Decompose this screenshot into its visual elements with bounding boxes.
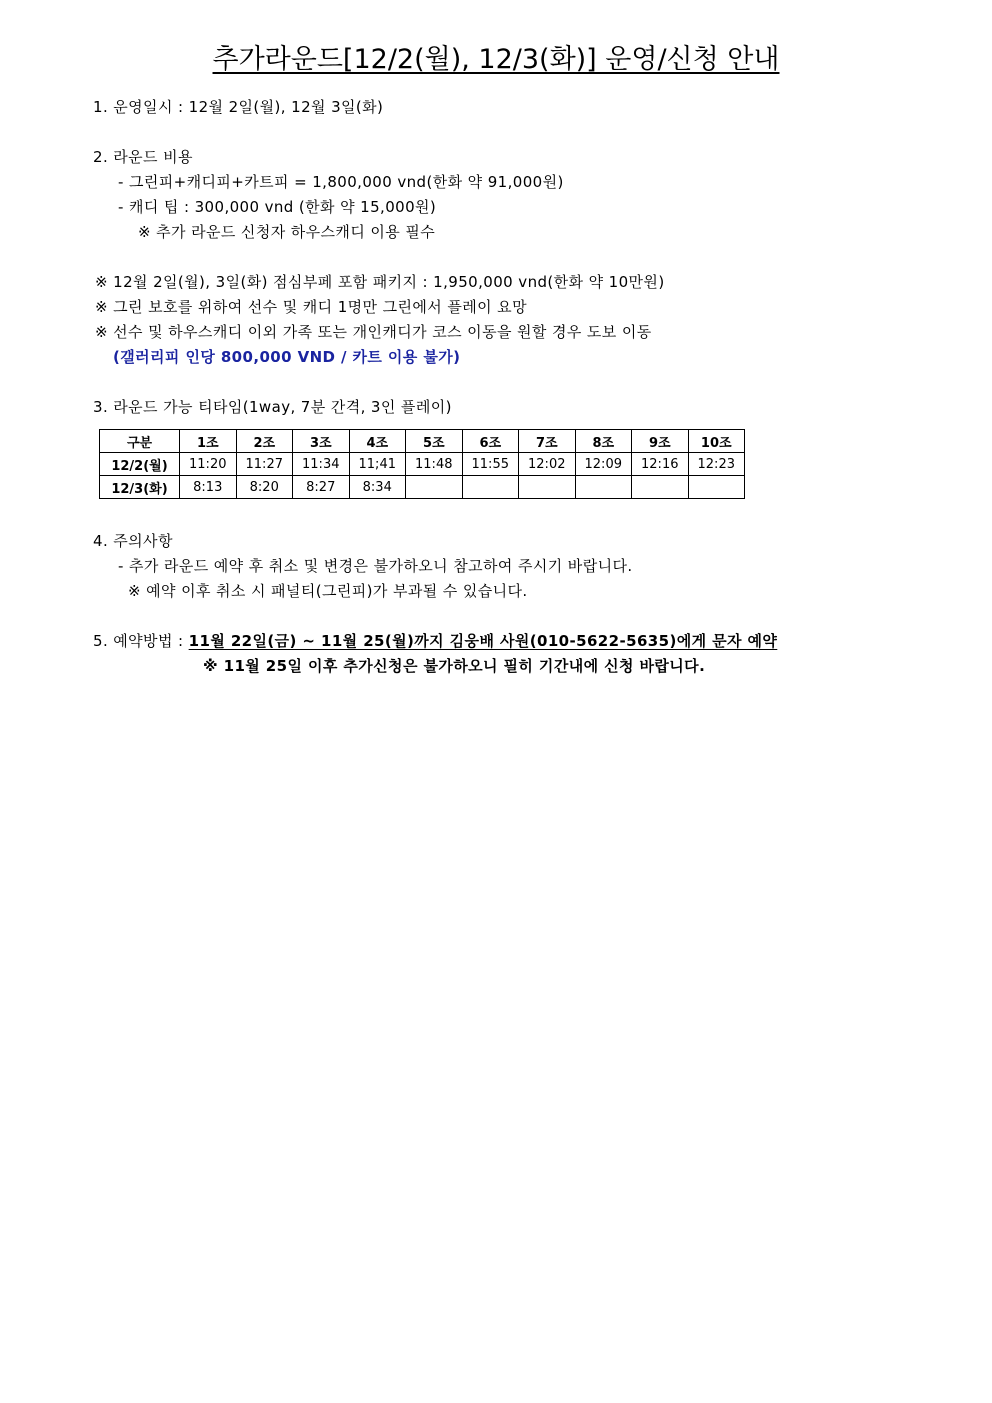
lunch-package-note: ※ 12월 2일(월), 3일(화) 점심부페 포함 패키지 : 1,950,000 vnd(한화 약 10만원) (95, 273, 665, 291)
house-caddie-note: ※ 추가 라운드 신청자 하우스캐디 이용 필수 (138, 223, 436, 241)
penalty-note: ※ 예약 이후 취소 시 패널티(그린피)가 부과될 수 있습니다. (128, 582, 528, 600)
tee-time-cell (575, 476, 632, 499)
tee-time-cell: 11:34 (293, 453, 350, 476)
page-title-text: 추가라운드[12/2(월), 12/3(화)] 운영/신청 안내 (212, 44, 780, 75)
section-3-heading: 3. 라운드 가능 티타임(1way, 7분 간격, 3인 플레이) (93, 398, 452, 416)
reservation-method: 11월 22일(금) ~ 11월 25(월)까지 김웅배 사원(010-5622-5635)에게 문자 예약 (188, 632, 778, 650)
tee-table-header-row (100, 430, 745, 453)
section-2-heading: 2. 라운드 비용 (93, 148, 193, 166)
tee-time-cell: 12:16 (632, 453, 689, 476)
section-1-schedule: 1. 운영일시 : 12월 2일(월), 12월 3일(화) (93, 98, 384, 116)
tee-time-cell (519, 476, 576, 499)
tee-time-cell: 11;41 (349, 453, 406, 476)
table-row-label: 12/2(월) (100, 453, 180, 476)
tee-time-cell: 11:55 (462, 453, 519, 476)
table-header-cell: 7조 (519, 430, 576, 453)
table-row-label: 12/3(화) (100, 476, 180, 499)
tee-time-cell: 8:27 (293, 476, 350, 499)
tee-time-cell (462, 476, 519, 499)
tee-time-cell: 12:23 (688, 453, 745, 476)
tee-time-table (99, 429, 745, 499)
green-protection-note: ※ 그린 보호를 위하여 선수 및 캐디 1명만 그린에서 플레이 요망 (95, 298, 527, 316)
tee-time-cell: 8:13 (180, 476, 237, 499)
page-title (0, 40, 992, 80)
tee-time-cell: 8:34 (349, 476, 406, 499)
section-4-heading: 4. 주의사항 (93, 532, 173, 550)
table-header-cell: 5조 (406, 430, 463, 453)
table-header-cell: 2조 (236, 430, 293, 453)
tee-time-cell (632, 476, 689, 499)
tee-time-cell: 11:27 (236, 453, 293, 476)
table-row (100, 453, 745, 476)
tee-time-cell: 11:20 (180, 453, 237, 476)
tee-time-cell: 11:48 (406, 453, 463, 476)
table-row (100, 476, 745, 499)
section-5-row (93, 630, 777, 652)
round-fee-line: - 그린피+캐디피+카트피 = 1,800,000 vnd(한화 약 91,000원) (118, 173, 564, 191)
caddie-tip-line: - 캐디 팁 : 300,000 vnd (한화 약 15,000원) (118, 198, 437, 216)
table-header-cell: 10조 (688, 430, 745, 453)
tee-time-cell: 8:20 (236, 476, 293, 499)
section-5-label: 5. 예약방법 : (93, 632, 189, 650)
table-header-cell: 8조 (575, 430, 632, 453)
walking-note: ※ 선수 및 하우스캐디 이외 가족 또는 개인캐디가 코스 이동을 원할 경우 도보 이동 (95, 323, 652, 341)
table-header-cell: 4조 (349, 430, 406, 453)
table-header-cell: 구분 (100, 430, 180, 453)
table-header-cell: 1조 (180, 430, 237, 453)
table-header-cell: 3조 (293, 430, 350, 453)
gallery-fee-note: (갤러리피 인당 800,000 VND / 카트 이용 불가) (113, 348, 461, 366)
deadline-note: ※ 11월 25일 이후 추가신청은 불가하오니 필히 기간내에 신청 바랍니다. (203, 657, 706, 675)
tee-time-cell (688, 476, 745, 499)
table-header-cell: 9조 (632, 430, 689, 453)
tee-time-cell: 12:09 (575, 453, 632, 476)
cancellation-notice: - 추가 라운드 예약 후 취소 및 변경은 불가하오니 참고하여 주시기 바랍니다. (118, 557, 633, 575)
tee-time-cell: 12:02 (519, 453, 576, 476)
table-header-cell: 6조 (462, 430, 519, 453)
tee-time-cell (406, 476, 463, 499)
